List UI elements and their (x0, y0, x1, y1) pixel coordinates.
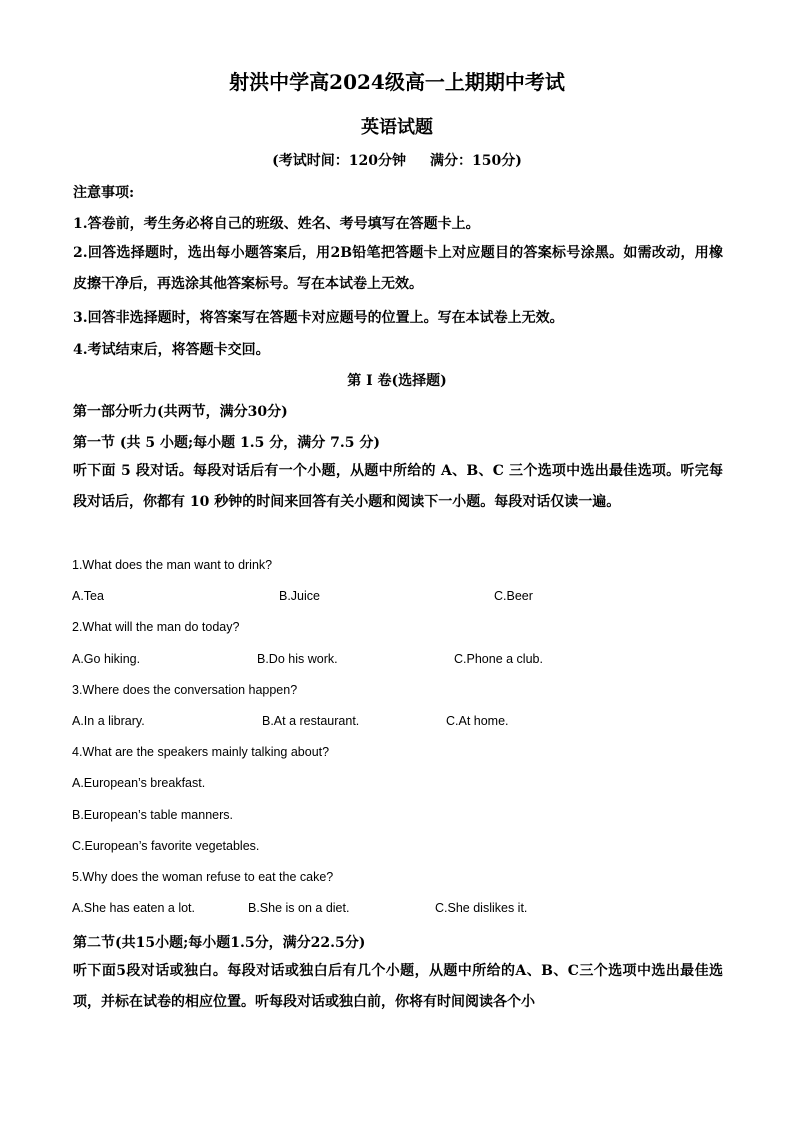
question-1-option-c: C.Beer (494, 589, 533, 603)
exam-subject: 英语试题 (361, 117, 433, 138)
exam-score: 满分：150分) (430, 153, 522, 169)
notice-item-4: 4.考试结束后，将答题卡交回。 (73, 342, 270, 358)
question-4-stem: 4.What are the speakers mainly talking about? (72, 745, 330, 759)
exam-time: (考试时间：120分钟 (272, 153, 406, 169)
question-1-option-b: B.Juice (279, 589, 320, 603)
exam-time-score (0, 150, 794, 170)
question-1-stem: 1.What does the man want to drink? (72, 558, 273, 572)
question-4-option-c: C.European’s favorite vegetables. (72, 839, 260, 853)
question-3-option-a: A.In a library. (72, 714, 145, 728)
question-2-option-a: A.Go hiking. (72, 652, 141, 666)
question-5-stem: 5.Why does the woman refuse to eat the cake? (72, 870, 334, 884)
notice-item-1: 1.答卷前，考生务必将自己的班级、姓名、考号填写在答题卡上。 (73, 216, 480, 232)
notice-heading: 注意事项: (73, 185, 135, 201)
question-5-option-c: C.She dislikes it. (435, 901, 528, 915)
notice-item-2: 2.回答选择题时，选出每小题答案后，用2B铅笔把答题卡上对应题目的答案标号涂黑。如需改动，用橡皮擦干净后，再选涂其他答案标号。写在本试卷上无效。 (73, 245, 723, 292)
part1-title: 第一部分听力(共两节，满分30分) (73, 404, 288, 420)
question-1-option-a: A.Tea (72, 589, 104, 603)
question-2-option-c: C.Phone a club. (454, 652, 543, 666)
section2-instructions: 听下面5段对话或独白。每段对话或独白后有几个小题，从题中所给的A、B、C三个选项中选出最佳选项，并标在试卷的相应位置。听每段对话或独白前，你将有时间阅读各个小 (73, 963, 723, 1010)
question-2-option-b: B.Do his work. (257, 652, 338, 666)
question-5-option-b: B.She is on a diet. (248, 901, 350, 915)
exam-title: 射洪中学高2024级高一上期期中考试 (229, 70, 565, 94)
section1-instructions: 听下面 5 段对话。每段对话后有一个小题，从题中所给的 A、B、C 三个选项中选出最佳选项。听完每段对话后，你都有 10 秒钟的时间来回答有关小题和阅读下一小题。每段对话仅读一遍。 (73, 463, 723, 510)
notice-item-3: 3.回答非选择题时，将答案写在答题卡对应题号的位置上。写在本试卷上无效。 (73, 310, 564, 326)
question-3-option-c: C.At home. (446, 714, 509, 728)
section1-title: 第一节 (共 5 小题;每小题 1.5 分，满分 7.5 分) (73, 435, 380, 451)
volume-title: 第 I 卷(选择题) (347, 373, 447, 389)
question-3-option-b: B.At a restaurant. (262, 714, 360, 728)
section2-title: 第二节(共15小题;每小题1.5分，满分22.5分) (73, 935, 366, 951)
question-2-stem: 2.What will the man do today? (72, 620, 240, 634)
question-3-stem: 3.Where does the conversation happen? (72, 683, 298, 697)
question-4-option-b: B.European’s table manners. (72, 808, 233, 822)
question-4-option-a: A.European’s breakfast. (72, 776, 206, 790)
question-5-option-a: A.She has eaten a lot. (72, 901, 196, 915)
